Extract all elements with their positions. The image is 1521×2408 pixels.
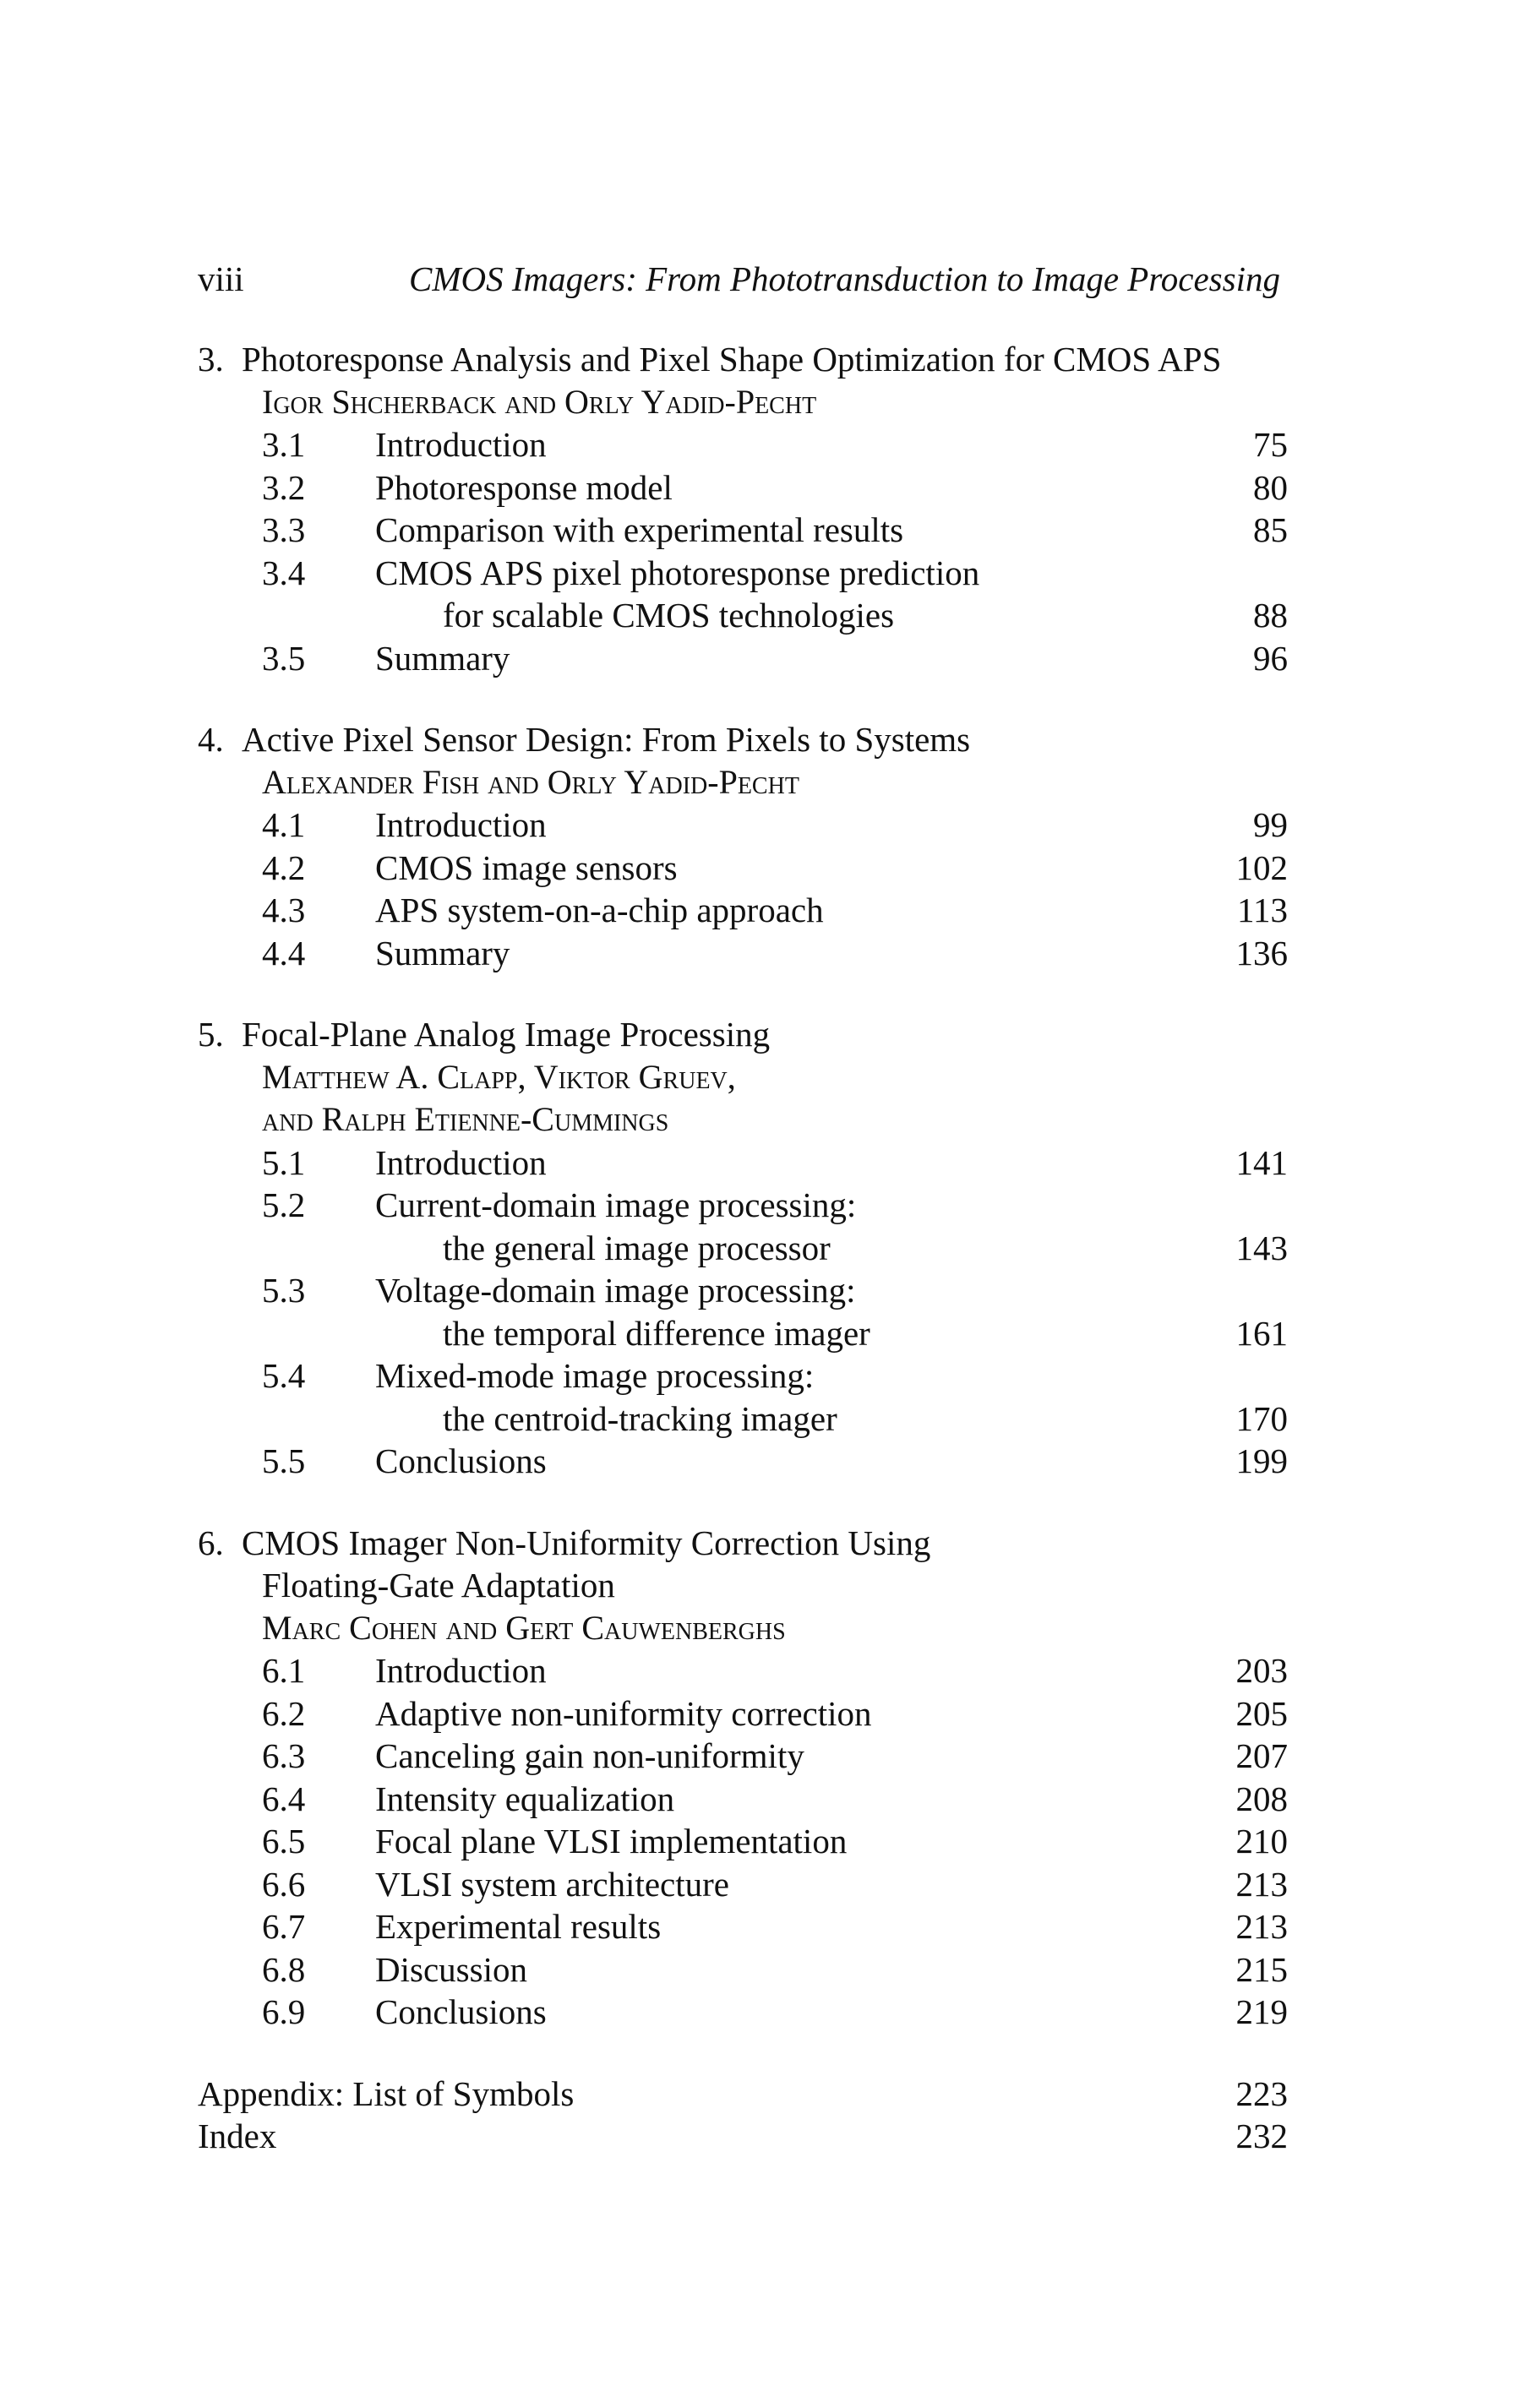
chapter-number: 6. bbox=[198, 1523, 224, 1562]
toc-entry bbox=[198, 552, 1288, 595]
page-number: 210 bbox=[1235, 1822, 1288, 1860]
section-number: 5.2 bbox=[262, 1185, 306, 1224]
back-matter bbox=[198, 2073, 1288, 2158]
page-number: 113 bbox=[1237, 891, 1288, 929]
chapter-title-text: CMOS Imager Non-Uniformity Correction Using bbox=[242, 1523, 931, 1562]
toc-entry-continuation bbox=[198, 1397, 1288, 1441]
section-number: 3.1 bbox=[262, 425, 306, 464]
toc-entry bbox=[198, 1778, 1288, 1821]
chapter-title bbox=[198, 1013, 1288, 1056]
section-title: Discussion bbox=[375, 1949, 527, 1989]
toc-entry bbox=[198, 466, 1288, 509]
toc-entry bbox=[198, 637, 1288, 680]
page-number: 215 bbox=[1235, 1949, 1288, 1989]
section-title: Introduction bbox=[375, 1142, 547, 1182]
table-of-contents bbox=[198, 338, 1288, 2197]
section-number: 6.7 bbox=[262, 1907, 306, 1946]
section-title: Comparison with experimental results bbox=[375, 510, 904, 549]
page-number: 207 bbox=[1235, 1736, 1288, 1775]
section-title: Intensity equalization bbox=[375, 1779, 675, 1818]
chapter-6 bbox=[198, 1522, 1288, 2034]
toc-entry bbox=[198, 1905, 1288, 1948]
page-number: 143 bbox=[1235, 1228, 1288, 1267]
section-title-continuation: the general image processor bbox=[443, 1228, 831, 1267]
page-number: 213 bbox=[1235, 1907, 1288, 1946]
page-number: 161 bbox=[1235, 1313, 1288, 1353]
page-number: 80 bbox=[1253, 467, 1288, 507]
chapter-title-text: Active Pixel Sensor Design: From Pixels to Systems bbox=[242, 720, 971, 759]
page-number: 141 bbox=[1235, 1142, 1288, 1182]
chapter-number: 3. bbox=[198, 340, 224, 379]
section-number: 3.5 bbox=[262, 638, 306, 678]
section-number: 5.3 bbox=[262, 1271, 306, 1310]
page-number: 136 bbox=[1235, 933, 1288, 972]
section-number: 6.6 bbox=[262, 1864, 306, 1904]
chapter-number: 4. bbox=[198, 720, 224, 759]
toc-entry bbox=[198, 1269, 1288, 1312]
toc-entry bbox=[198, 1649, 1288, 1692]
section-number: 6.8 bbox=[262, 1949, 306, 1989]
page-number: 213 bbox=[1235, 1864, 1288, 1904]
section-title: Introduction bbox=[375, 1651, 547, 1690]
page-number: 88 bbox=[1253, 596, 1288, 635]
page-number: 223 bbox=[1235, 2073, 1288, 2113]
toc-entry bbox=[198, 932, 1288, 975]
section-title: Conclusions bbox=[375, 1441, 547, 1480]
page-number: 75 bbox=[1253, 425, 1288, 464]
toc-entry-appendix bbox=[198, 2073, 1288, 2116]
section-number: 6.3 bbox=[262, 1736, 306, 1775]
section-title: Summary bbox=[375, 933, 510, 972]
section-number: 6.5 bbox=[262, 1822, 306, 1860]
page-number: 208 bbox=[1235, 1779, 1288, 1818]
chapter-4 bbox=[198, 718, 1288, 974]
chapter-title bbox=[198, 1522, 1288, 1565]
page-number: 219 bbox=[1235, 1992, 1288, 2031]
chapter-authors: Marc Cohen and Gert Cauwenberghs bbox=[262, 1608, 786, 1647]
chapter-5 bbox=[198, 1013, 1288, 1483]
toc-entry bbox=[198, 1735, 1288, 1778]
page-number: 85 bbox=[1253, 510, 1288, 549]
section-title: Photoresponse model bbox=[375, 467, 673, 507]
toc-entry bbox=[198, 889, 1288, 932]
section-title-continuation: for scalable CMOS technologies bbox=[443, 596, 895, 635]
section-number: 6.1 bbox=[262, 1651, 306, 1690]
page-number: 203 bbox=[1235, 1651, 1288, 1690]
section-number: 3.3 bbox=[262, 510, 306, 549]
section-number: 4.1 bbox=[262, 805, 306, 844]
toc-entry bbox=[198, 847, 1288, 890]
book-title: CMOS Imagers: From Phototransduction to Image Processing bbox=[409, 259, 1280, 298]
chapter-title bbox=[198, 338, 1288, 381]
section-number: 6.2 bbox=[262, 1693, 306, 1733]
section-title-continuation: the temporal difference imager bbox=[443, 1313, 870, 1353]
chapter-number: 5. bbox=[198, 1015, 224, 1054]
chapter-authors: and Ralph Etienne-Cummings bbox=[262, 1100, 669, 1138]
section-number: 5.4 bbox=[262, 1356, 306, 1395]
page-number: 102 bbox=[1235, 847, 1288, 887]
section-number: 6.4 bbox=[262, 1779, 306, 1818]
section-title: Focal plane VLSI implementation bbox=[375, 1822, 848, 1860]
section-title: Adaptive non-uniformity correction bbox=[375, 1693, 872, 1733]
section-number: 3.4 bbox=[262, 553, 306, 592]
section-title: VLSI system architecture bbox=[375, 1864, 729, 1904]
section-number: 4.3 bbox=[262, 891, 306, 929]
page-number: 170 bbox=[1235, 1398, 1288, 1438]
section-title: Experimental results bbox=[375, 1907, 662, 1946]
toc-entry bbox=[198, 1440, 1288, 1483]
section-title: CMOS APS pixel photoresponse prediction bbox=[375, 553, 980, 592]
section-title: Current-domain image processing: bbox=[375, 1185, 857, 1224]
chapter-title bbox=[198, 718, 1288, 761]
page-number: 96 bbox=[1253, 638, 1288, 678]
section-number: 5.1 bbox=[262, 1142, 306, 1182]
toc-entry bbox=[198, 1184, 1288, 1227]
section-title: CMOS image sensors bbox=[375, 847, 678, 887]
toc-entry bbox=[198, 1991, 1288, 2034]
toc-entry bbox=[198, 1141, 1288, 1185]
chapter-authors: Matthew A. Clapp, Viktor Gruev, bbox=[262, 1057, 736, 1096]
section-title: Canceling gain non-uniformity bbox=[375, 1736, 804, 1775]
back-matter-title: Appendix: List of Symbols bbox=[198, 2073, 575, 2113]
toc-entry bbox=[198, 423, 1288, 466]
section-title: Conclusions bbox=[375, 1992, 547, 2031]
toc-entry bbox=[198, 1692, 1288, 1735]
chapter-authors: Alexander Fish and Orly Yadid-Pecht bbox=[262, 762, 799, 801]
toc-entry-continuation bbox=[198, 1227, 1288, 1270]
toc-entry bbox=[198, 1863, 1288, 1906]
page-number: 205 bbox=[1235, 1693, 1288, 1733]
section-title: Mixed-mode image processing: bbox=[375, 1356, 815, 1395]
toc-entry-continuation bbox=[198, 594, 1288, 637]
section-number: 4.2 bbox=[262, 847, 306, 887]
chapter-authors: Igor Shcherback and Orly Yadid-Pecht bbox=[262, 382, 817, 421]
toc-entry bbox=[198, 1948, 1288, 1991]
back-matter-title: Index bbox=[198, 2117, 277, 2155]
toc-entry bbox=[198, 1820, 1288, 1863]
chapter-3 bbox=[198, 338, 1288, 679]
section-title: APS system-on-a-chip approach bbox=[375, 891, 824, 929]
chapter-title-text: Photoresponse Analysis and Pixel Shape Optimization for CMOS APS bbox=[242, 340, 1222, 379]
toc-entry bbox=[198, 509, 1288, 552]
toc-entry bbox=[198, 804, 1288, 847]
page-number: 232 bbox=[1235, 2117, 1288, 2155]
section-title: Introduction bbox=[375, 805, 547, 844]
page-number: 99 bbox=[1253, 805, 1288, 844]
toc-entry-index bbox=[198, 2115, 1288, 2158]
section-number: 3.2 bbox=[262, 467, 306, 507]
running-head bbox=[198, 253, 1315, 304]
toc-entry bbox=[198, 1354, 1288, 1397]
section-title: Summary bbox=[375, 638, 510, 678]
page-folio: viii bbox=[198, 259, 244, 298]
section-title: Introduction bbox=[375, 425, 547, 464]
page-number: 199 bbox=[1235, 1441, 1288, 1480]
section-number: 5.5 bbox=[262, 1441, 306, 1480]
section-number: 6.9 bbox=[262, 1992, 306, 2031]
toc-entry-continuation bbox=[198, 1312, 1288, 1355]
chapter-title-continuation: Floating-Gate Adaptation bbox=[262, 1566, 615, 1604]
chapter-title-text: Focal-Plane Analog Image Processing bbox=[242, 1015, 771, 1054]
section-title-continuation: the centroid-tracking imager bbox=[443, 1398, 837, 1438]
section-number: 4.4 bbox=[262, 933, 306, 972]
section-title: Voltage-domain image processing: bbox=[375, 1271, 856, 1310]
